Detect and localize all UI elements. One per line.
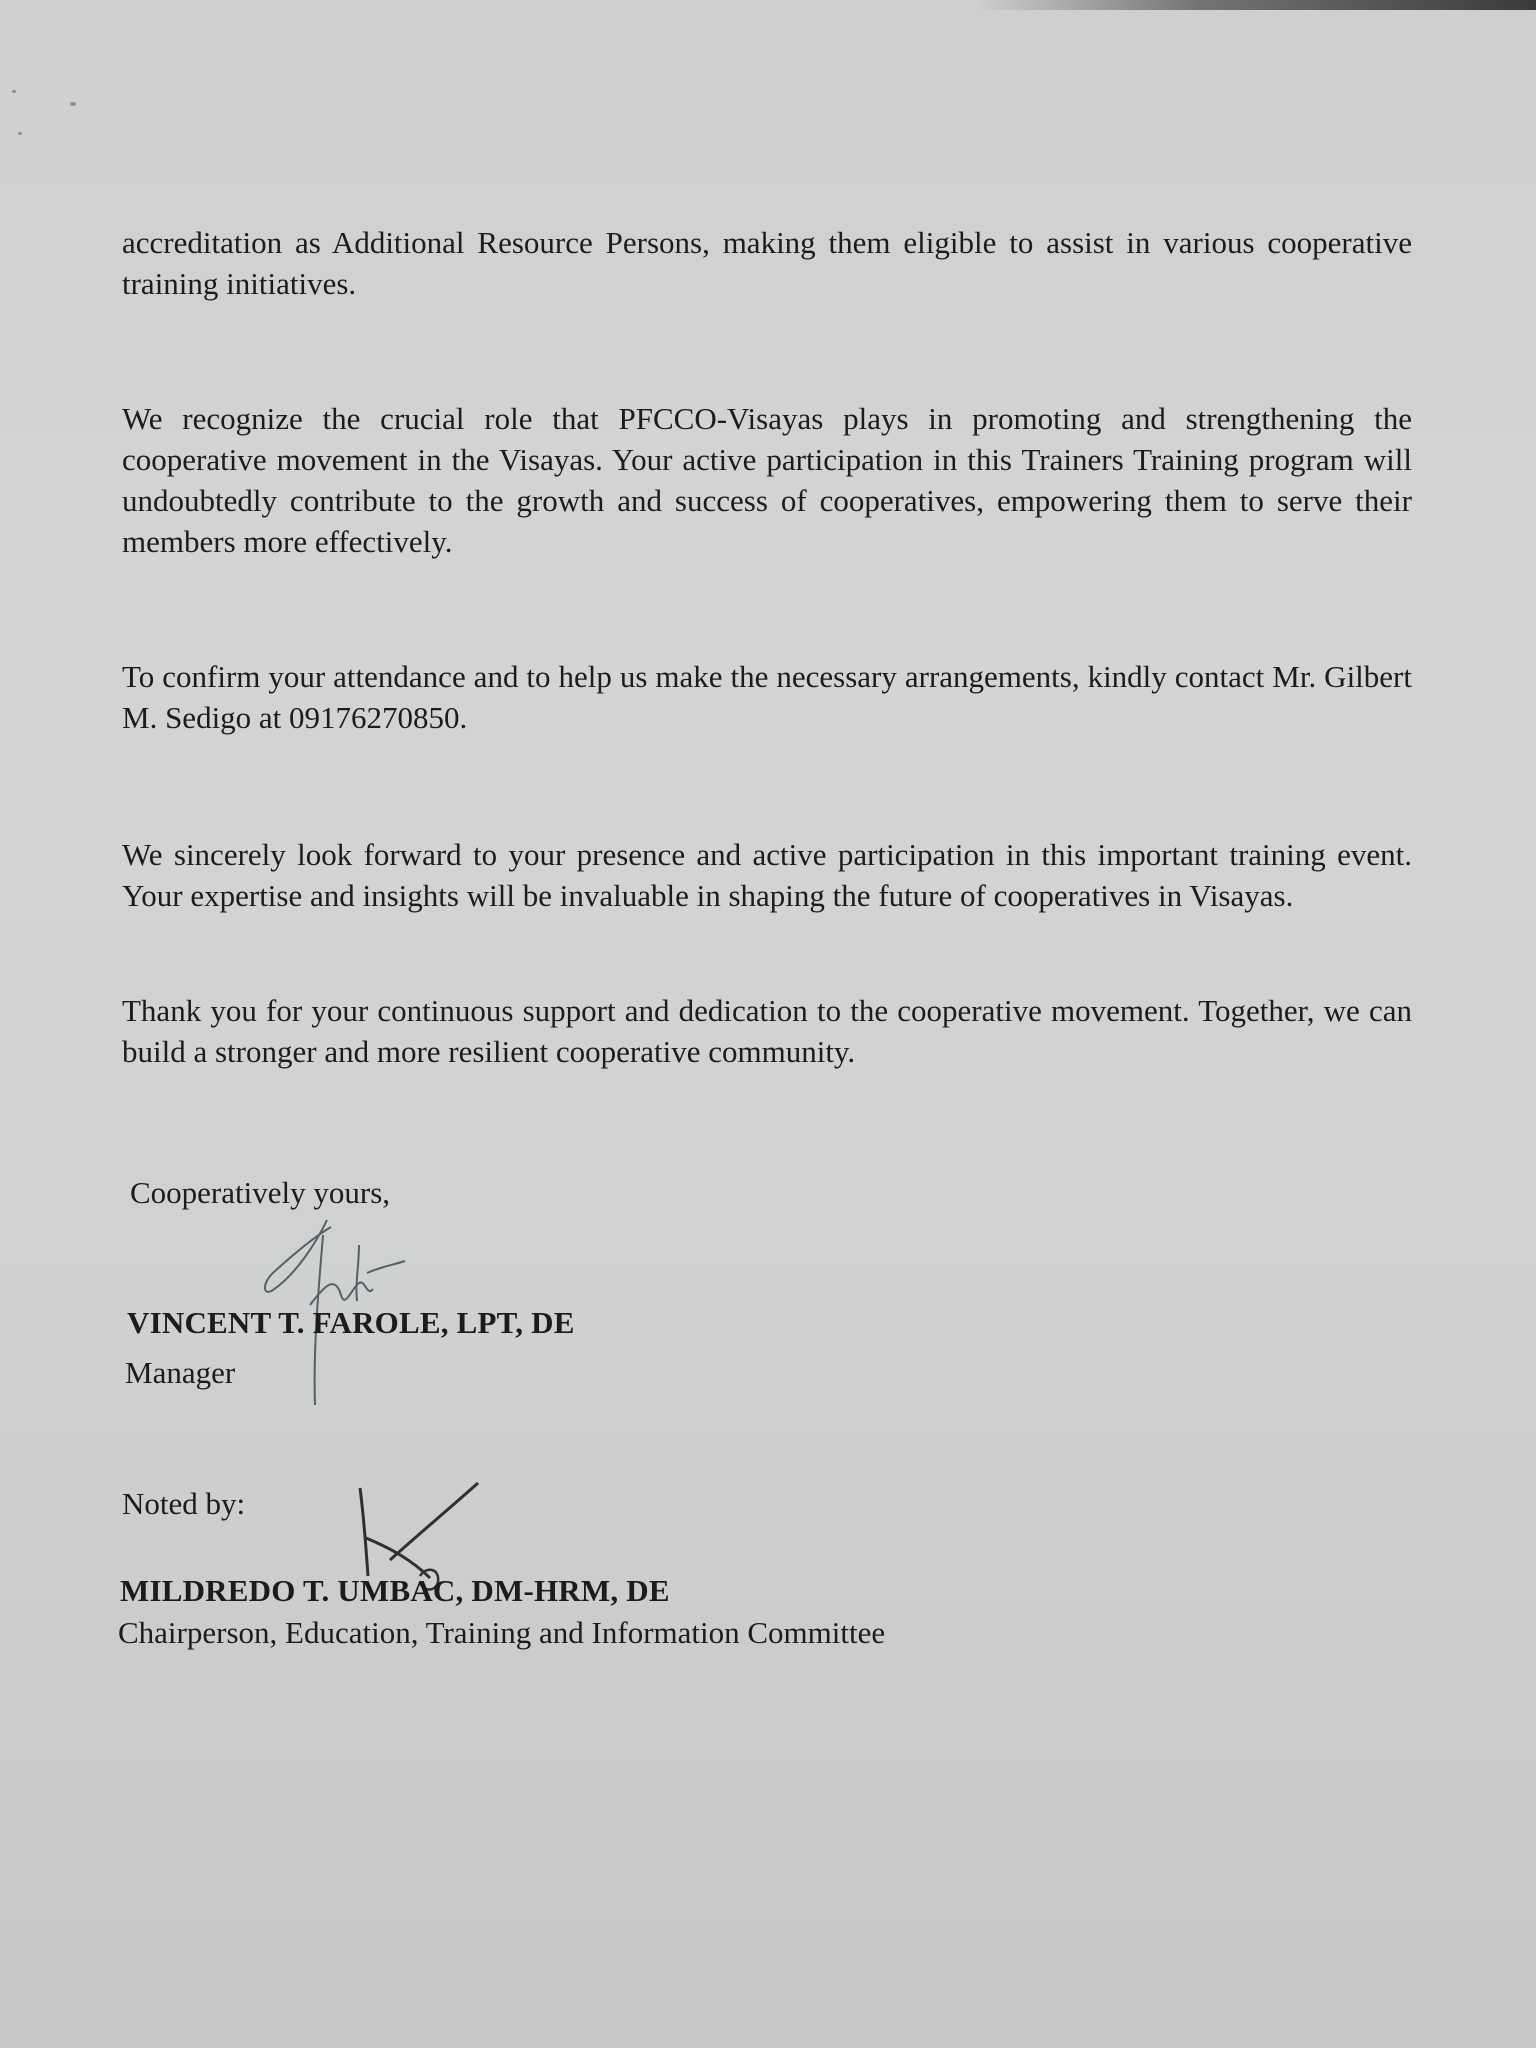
paragraph-look-forward: We sincerely look forward to your presence and active participation in this important training event. Your expertise and insights will be invaluable in shaping the future of cooperatives in Visayas.	[122, 837, 1412, 913]
paper-speck	[70, 102, 76, 106]
paragraph-confirm-attendance: To confirm your attendance and to help us make the necessary arrangements, kindly contact Mr. Gilbert M. Sedigo at 09176270850.	[122, 659, 1412, 735]
signatory-name: VINCENT T. FAROLE, LPT, DE	[127, 1305, 575, 1340]
noted-signatory-name: MILDREDO T. UMBAC, DM-HRM, DE	[120, 1573, 670, 1608]
noted-by-label: Noted by:	[122, 1486, 246, 1521]
paper-speck	[12, 90, 16, 93]
paper-speck	[18, 132, 22, 135]
paragraph-accreditation: accreditation as Additional Resource Persons, making them eligible to assist in various cooperative training initiatives.	[122, 225, 1412, 301]
paragraph-recognition: We recognize the crucial role that PFCCO-Visayas plays in promoting and strengthening the cooperative movement in the Visayas. Your active participation in this Trainers Training program will undoubtedly contribute to the growth and success of cooperatives, empowering them to serve their members more effectively.	[122, 401, 1412, 559]
paragraph-thank-you: Thank you for your continuous support and dedication to the cooperative movement. Together, we can build a stronger and more resilient cooperative community.	[122, 993, 1412, 1069]
noted-signatory-title: Chairperson, Education, Training and Information Committee	[118, 1615, 886, 1650]
signatory-title: Manager	[125, 1355, 236, 1390]
closing-salutation: Cooperatively yours,	[130, 1175, 391, 1210]
page-edge-shadow	[976, 0, 1536, 10]
